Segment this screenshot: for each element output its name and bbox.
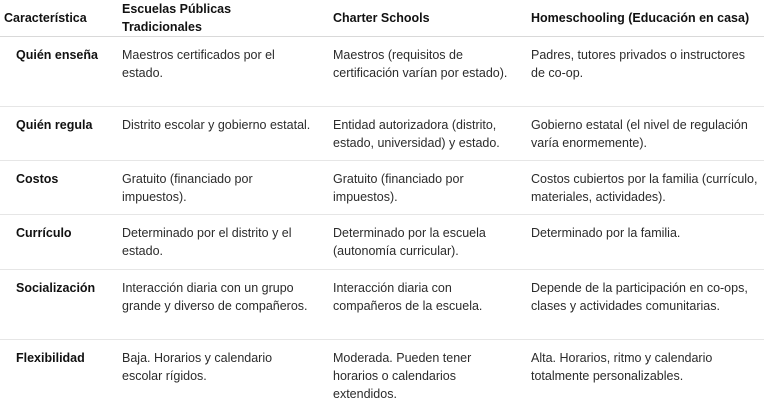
table-cell: Maestros certificados por el estado. xyxy=(106,37,317,107)
header-row xyxy=(0,0,764,37)
table-cell: Depende de la participación en co-ops, clases y actividades comunitarias. xyxy=(515,270,764,340)
table-cell: Costos cubiertos por la familia (currículo, materiales, actividades). xyxy=(515,161,764,215)
table-cell: Alta. Horarios, ritmo y calendario totalmente personalizables. xyxy=(515,340,764,409)
table-row xyxy=(0,161,764,215)
table-cell: Determinado por el distrito y el estado. xyxy=(106,215,317,270)
table-row xyxy=(0,107,764,161)
table-cell: Determinado por la familia. xyxy=(515,215,764,270)
table-cell: Determinado por la escuela (autonomía curricular). xyxy=(317,215,515,270)
row-label: Quién enseña xyxy=(0,37,106,107)
table-cell: Distrito escolar y gobierno estatal. xyxy=(106,107,317,161)
table-cell: Gratuito (financiado por impuestos). xyxy=(106,161,317,215)
table-cell: Moderada. Pueden tener horarios o calendarios extendidos. xyxy=(317,340,515,409)
table-row xyxy=(0,340,764,409)
header-caracteristica: Característica xyxy=(0,0,106,37)
row-label: Quién regula xyxy=(0,107,106,161)
table-cell: Interacción diaria con compañeros de la escuela. xyxy=(317,270,515,340)
table-cell: Gobierno estatal (el nivel de regulación varía enormemente). xyxy=(515,107,764,161)
table-row xyxy=(0,37,764,107)
row-label: Flexibilidad xyxy=(0,340,106,409)
row-label: Costos xyxy=(0,161,106,215)
table-cell: Padres, tutores privados o instructores de co-op. xyxy=(515,37,764,107)
header-charter-schools: Charter Schools xyxy=(317,0,515,37)
row-label: Socialización xyxy=(0,270,106,340)
table-cell: Maestros (requisitos de certificación varían por estado). xyxy=(317,37,515,107)
table-cell: Entidad autorizadora (distrito, estado, universidad) y estado. xyxy=(317,107,515,161)
table-cell: Baja. Horarios y calendario escolar rígidos. xyxy=(106,340,317,409)
table-row xyxy=(0,215,764,270)
table-cell: Gratuito (financiado por impuestos). xyxy=(317,161,515,215)
table-cell: Interacción diaria con un grupo grande y diverso de compañeros. xyxy=(106,270,317,340)
header-homeschooling: Homeschooling (Educación en casa) xyxy=(515,0,764,37)
row-label: Currículo xyxy=(0,215,106,270)
table-row xyxy=(0,270,764,340)
header-escuelas-publicas: Escuelas Públicas Tradicionales xyxy=(106,0,317,37)
